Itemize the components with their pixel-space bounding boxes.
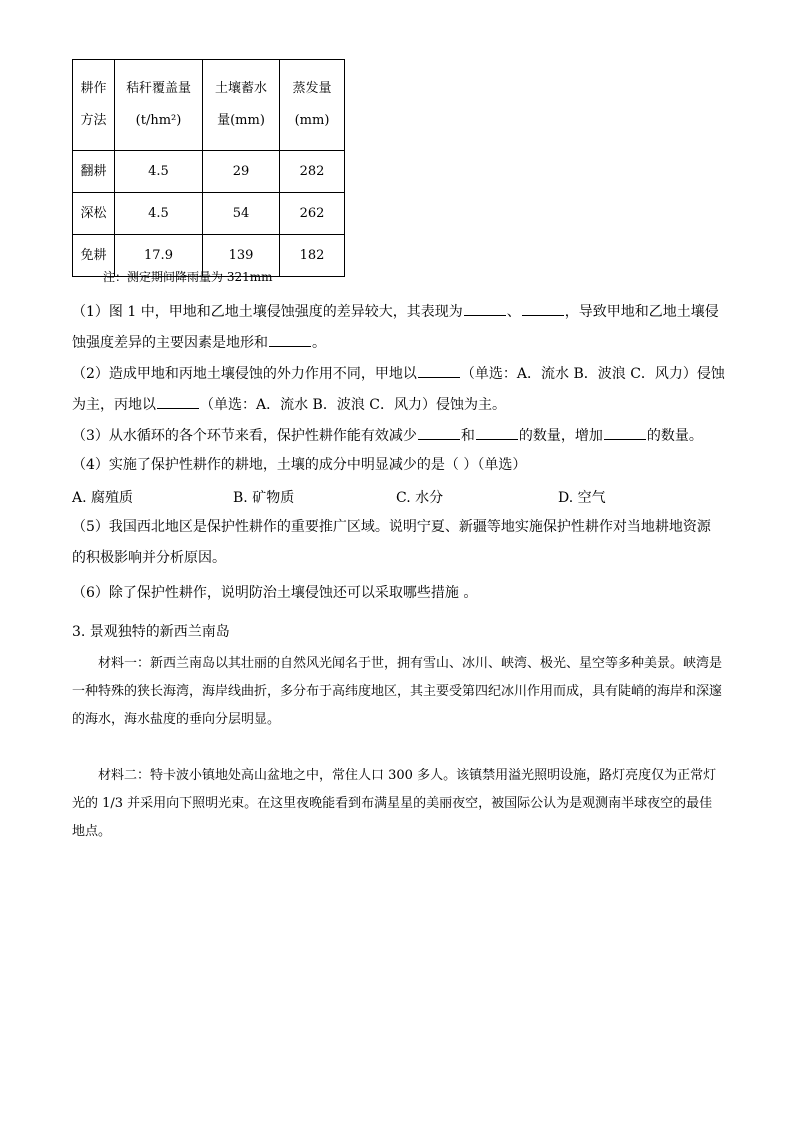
table-cell: 54 (203, 193, 280, 235)
answer-blank[interactable] (604, 425, 646, 440)
question-5-line-2: 的积极影响并分析原因。 (72, 550, 226, 566)
table-cell: 4.5 (115, 193, 203, 235)
answer-blank[interactable] (418, 425, 460, 440)
answer-blank[interactable] (157, 394, 199, 409)
header-cell-straw: 秸秆覆盖量 (t/hm²) (115, 60, 203, 151)
option-a[interactable]: A. 腐殖质 (72, 490, 134, 506)
tillage-data-table (72, 59, 345, 277)
answer-blank[interactable] (418, 363, 460, 378)
answer-blank[interactable] (476, 425, 518, 440)
header-cell-method: 耕作 方法 (73, 60, 115, 151)
table-row (73, 193, 345, 235)
option-b[interactable]: B. 矿物质 (233, 490, 295, 506)
question-6: （6）除了保护性耕作，说明防治土壤侵蚀还可以采取哪些措施 。 (72, 585, 478, 601)
header-cell-water-storage: 土壤蓄水 量(mm) (203, 60, 280, 151)
table-cell: 免耕 (73, 235, 115, 277)
table-cell: 262 (280, 193, 345, 235)
question-4: （4）实施了保护性耕作的耕地，土壤的成分中明显减少的是（ ）（单选） (72, 457, 527, 473)
table-cell: 深松 (73, 193, 115, 235)
table-cell: 139 (203, 235, 280, 277)
table-header-row (73, 60, 345, 151)
header-cell-evaporation: 蒸发量 (mm) (280, 60, 345, 151)
answer-blank[interactable] (269, 332, 311, 347)
option-d[interactable]: D. 空气 (558, 490, 606, 506)
table-cell: 17.9 (115, 235, 203, 277)
table-cell: 翻耕 (73, 151, 115, 193)
table-row (73, 151, 345, 193)
material-2: 材料二：特卡波小镇地处高山盆地之中，常住人口 300 多人。该镇禁用溢光照明设施，路灯亮度仅为正常灯光的 1/3 并采用向下照明光束。在这里夜晚能看到布满星星的美丽夜空，被国际公认为是观测南半球夜空的最佳地点。 (72, 768, 717, 839)
option-c[interactable]: C. 水分 (396, 490, 444, 506)
question-2-line-1: （2）造成甲地和丙地土壤侵蚀的外力作用不同，甲地以 （单选：A．流水 B．波浪 C．风力）侵蚀 (72, 363, 725, 383)
question-1-line-2: 蚀强度差异的主要因素是地形和 。 (72, 332, 326, 352)
table-cell: 182 (280, 235, 345, 277)
question-2-line-2: 为主，丙地以 （单选：A．流水 B．波浪 C．风力）侵蚀为主。 (72, 394, 506, 414)
question-4-options (72, 487, 732, 505)
table-cell: 29 (203, 151, 280, 193)
section-3-title: 3. 景观独特的新西兰南岛 (72, 624, 230, 640)
answer-blank[interactable] (522, 301, 564, 316)
answer-blank[interactable] (464, 301, 506, 316)
question-1-line-1: （1）图 1 中，甲地和乙地土壤侵蚀强度的差异较大，其表现为 、 ，导致甲地和乙地土壤侵 (72, 301, 719, 321)
table-cell: 282 (280, 151, 345, 193)
table-note: 注：测定期间降雨量为 321mm (103, 270, 273, 284)
material-1: 材料一：新西兰南岛以其壮丽的自然风光闻名于世，拥有雪山、冰川、峡湾、极光、星空等多种美景。峡湾是一种特殊的狭长海湾，海岸线曲折，多分布于高纬度地区，其主要受第四纪冰川作用而成，具有陡峭的海岸和深邃的海水，海水盐度的垂向分层明显。 (72, 656, 723, 727)
question-3: （3）从水循环的各个环节来看，保护性耕作能有效减少 和 的数量，增加 的数量。 (72, 425, 703, 445)
question-5-line-1: （5）我国西北地区是保护性耕作的重要推广区域。说明宁夏、新疆等地实施保护性耕作对当地耕地资源 (72, 519, 711, 535)
table-cell: 4.5 (115, 151, 203, 193)
